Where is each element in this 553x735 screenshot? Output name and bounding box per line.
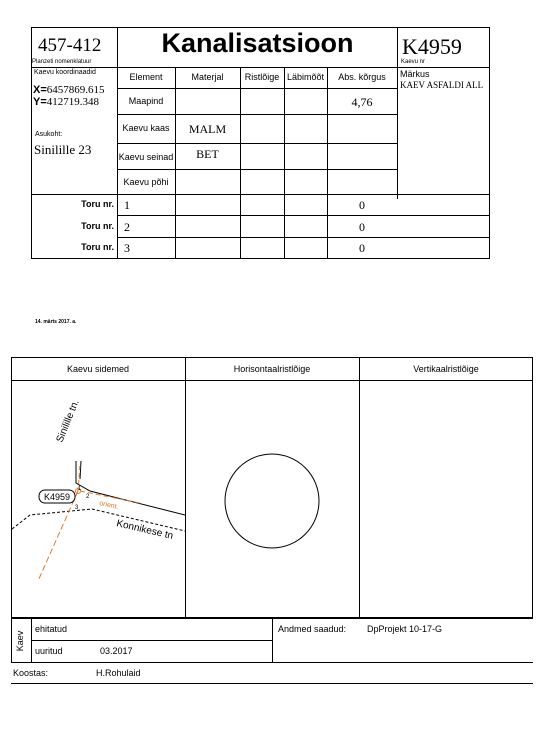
coord-y	[33, 96, 99, 108]
coords-caption: Kaevu koordinaadid	[34, 69, 96, 76]
coord-y-label: Y=	[33, 96, 47, 108]
built-label: ehitatud	[35, 624, 68, 634]
data-from-label: Andmed saadud:	[278, 624, 347, 634]
panel-title-connections: Kaevu sidemed	[66, 364, 130, 374]
pipe-number: 2	[124, 220, 130, 234]
col-header-diameter: Läbimõõt	[286, 72, 325, 82]
cell-material: BET	[196, 147, 219, 161]
data-from-value: DpProjekt 10-17-G	[367, 624, 443, 634]
orient-label: orient.	[98, 500, 120, 512]
row-element-label: Kaevu seinad	[118, 152, 174, 162]
horizontal-section-drawing	[186, 381, 359, 617]
cell-material: MALM	[188, 122, 227, 136]
surveyed-label: uuritud	[35, 646, 63, 656]
coord-y-value: 412719.348	[46, 96, 100, 108]
footer-side-label: Kaev	[15, 630, 25, 652]
col-header-element: Element	[129, 72, 163, 82]
row-element-label: Kaevu kaas	[122, 123, 170, 133]
location-sketch	[12, 381, 185, 617]
divider	[175, 67, 176, 259]
pipe-elevation: 0	[359, 198, 365, 212]
street-edge	[80, 461, 81, 479]
row-element-label: Maapind	[128, 96, 164, 106]
street-label-sinilille: Sinilille tn.	[54, 398, 82, 445]
panel-title-vertical-section: Vertikaalristlõige	[413, 364, 479, 374]
manhole-circle	[225, 454, 319, 548]
well-id: K4959	[402, 34, 462, 59]
page-title: Kanalisatsioon	[161, 28, 354, 58]
divider	[31, 640, 272, 641]
divider	[11, 618, 12, 662]
pipe-elevation: 0	[359, 241, 365, 255]
divider	[284, 67, 285, 259]
sheet-code: 457-412	[38, 35, 102, 56]
pipe-line	[38, 491, 78, 581]
well-id-caption: Kaevu nr	[401, 59, 426, 65]
well-label: K4959	[43, 492, 71, 502]
divider	[11, 683, 533, 684]
pipe-number: 3	[124, 241, 130, 255]
compiled-value: H.Rohulaid	[96, 668, 141, 678]
row-element-label: Kaevu põhi	[123, 177, 169, 187]
sheet-code-caption: Planzeti nomenklatuur	[32, 59, 92, 65]
divider	[240, 67, 241, 259]
remarks-label: Märkus	[400, 69, 430, 79]
divider	[272, 618, 273, 662]
divider	[117, 237, 490, 238]
col-header-material: Materjal	[191, 72, 224, 82]
street-edge	[76, 461, 185, 515]
divider	[11, 662, 533, 663]
coord-x-label: X=	[33, 84, 47, 96]
coord-x-value: 6457869.615	[46, 84, 105, 96]
divider	[359, 357, 360, 618]
divider	[31, 194, 490, 195]
panel-title-horizontal-section: Horisontaalristlõige	[233, 364, 311, 374]
pipe-tag: 2	[86, 494, 90, 500]
pipe-tag: 1	[78, 486, 82, 492]
pipe-label: Toru nr.	[81, 221, 114, 231]
coord-x	[33, 84, 105, 96]
pipe-label: Toru nr.	[81, 242, 114, 252]
divider	[117, 88, 397, 89]
col-header-elevation: Abs. kõrgus	[338, 72, 386, 82]
cell-elevation: 4,76	[351, 95, 373, 109]
col-header-cross-section: Ristlõige	[244, 72, 280, 82]
divider	[31, 67, 490, 68]
street-label-konnikese: Konnikese tn	[115, 518, 175, 542]
remarks-text: KAEV ASFALDI ALL	[400, 80, 484, 90]
divider	[117, 143, 397, 144]
compiled-label: Koostas:	[13, 668, 49, 678]
pipe-tag: 3	[75, 505, 79, 511]
divider	[117, 114, 397, 115]
pipe-label: Toru nr.	[81, 199, 114, 209]
divider	[117, 215, 490, 216]
divider	[397, 27, 398, 199]
divider	[117, 169, 397, 170]
location-caption: Asukoht:	[35, 131, 63, 138]
date-note: 14. märts 2017. a.	[35, 319, 77, 325]
surveyed-value: 03.2017	[100, 646, 133, 656]
pipe-number: 1	[124, 198, 130, 212]
location-value: Sinilille 23	[34, 142, 92, 157]
pipe-elevation: 0	[359, 220, 365, 234]
